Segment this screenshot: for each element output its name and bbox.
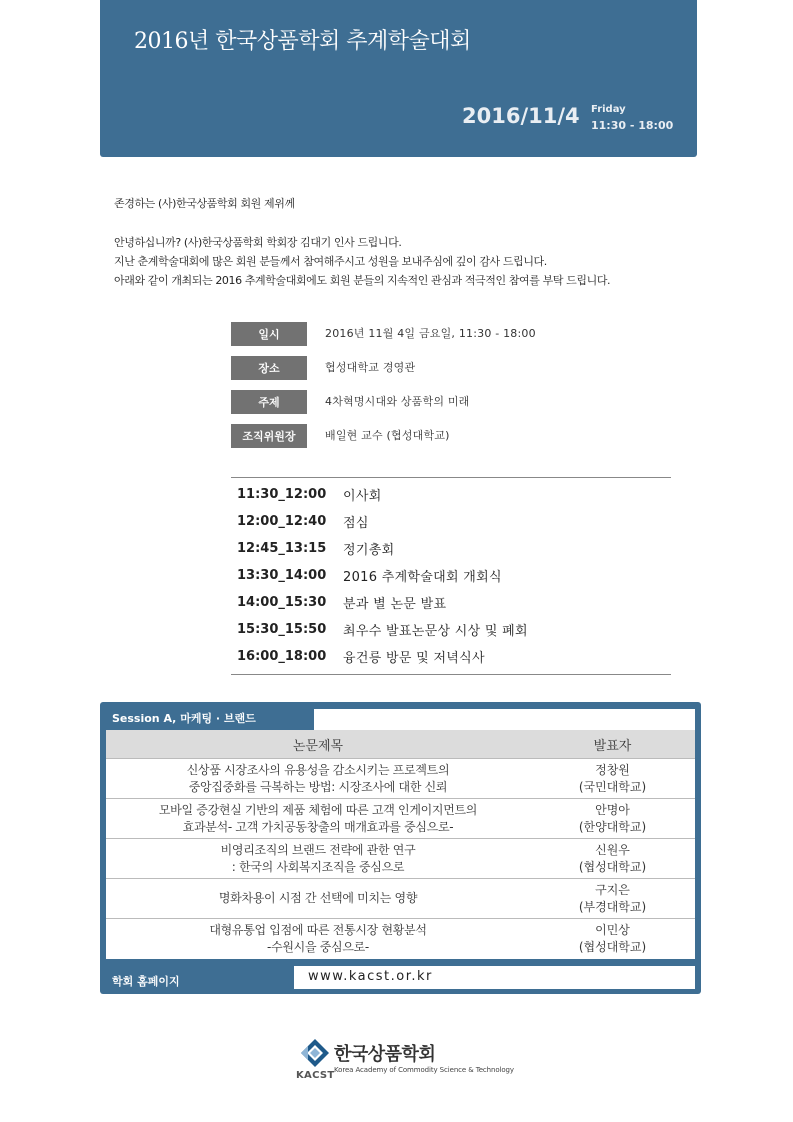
schedule-item: 2016 추계학술대회 개회식 <box>343 570 502 585</box>
info-label: 조직위원장 <box>231 424 307 448</box>
schedule-table <box>231 477 671 675</box>
info-row-datetime <box>231 322 671 356</box>
paper-row <box>106 798 695 838</box>
event-day: Friday <box>591 104 626 115</box>
schedule-item: 정기총회 <box>343 543 395 558</box>
paper-title-line: 중앙집중화를 극복하는 방법: 시장조사에 대한 신뢰 <box>188 779 448 794</box>
paper-title-line: 대형유통업 입점에 따른 전통시장 현황분석 <box>209 922 427 937</box>
paper-presenter <box>530 842 695 876</box>
paper-row <box>106 878 695 918</box>
schedule-row <box>231 481 671 508</box>
schedule-row <box>231 562 671 589</box>
kacst-logo-icon <box>300 1038 330 1068</box>
schedule-row <box>231 508 671 535</box>
schedule-row <box>231 589 671 616</box>
session-heading: Session A, 마케팅 · 브랜드 <box>112 712 256 725</box>
schedule-item: 최우수 발표논문상 시상 및 폐회 <box>343 624 528 639</box>
presenter-name: 안명아 <box>595 802 630 817</box>
paper-title-line: 효과분석- 고객 가치공동창출의 매개효과를 중심으로- <box>182 819 454 834</box>
presenter-name: 구지은 <box>595 882 630 897</box>
paper-row <box>106 758 695 798</box>
presenter-name: 이민상 <box>595 922 630 937</box>
logo-abbreviation: KACST <box>296 1070 335 1081</box>
info-label: 주제 <box>231 390 307 414</box>
paper-title-line: -수원시을 중심으로- <box>267 939 369 954</box>
presenter-name: 신원우 <box>595 842 630 857</box>
event-title: 2016년 한국상품학회 추계학술대회 <box>134 29 471 54</box>
paper-title <box>106 922 530 956</box>
session-box <box>100 702 701 994</box>
paper-presenter <box>530 802 695 836</box>
presenter-affiliation: (부경대학교) <box>578 899 647 914</box>
paper-title-line: 모바일 증강현실 기반의 제품 체험에 따른 고객 인게이지먼트의 <box>158 802 478 817</box>
session-heading-bar <box>314 709 695 730</box>
paper-title <box>106 842 530 876</box>
schedule-row <box>231 643 671 670</box>
logo-english-name: Korea Academy of Commodity Science & Technology <box>334 1066 514 1074</box>
schedule-item: 분과 별 논문 발표 <box>343 597 447 612</box>
paper-title-line: 명화차용이 시점 간 선택에 미치는 영향 <box>218 891 418 905</box>
event-info-table <box>231 322 671 458</box>
letter-line: 안녕하십니까? (사)한국상품학회 학회장 김대기 인사 드립니다. <box>114 236 402 249</box>
schedule-time: 13:30_14:00 <box>237 568 327 583</box>
paper-table <box>106 730 695 959</box>
event-date: 2016/11/4 <box>462 104 580 128</box>
info-value: 배일현 교수 (협성대학교) <box>325 429 450 442</box>
info-value: 2016년 11월 4일 금요일, 11:30 - 18:00 <box>325 327 536 340</box>
schedule-time: 15:30_15:50 <box>237 622 327 637</box>
paper-presenter <box>530 922 695 956</box>
info-row-chair <box>231 424 671 458</box>
paper-row <box>106 918 695 958</box>
paper-title <box>106 762 530 796</box>
schedule-time: 16:00_18:00 <box>237 649 327 664</box>
salutation: 존경하는 (사)한국상품학회 회원 제위께 <box>114 197 295 210</box>
letter-line: 아래와 같이 개최되는 2016 추계학술대회에도 회원 분들의 지속적인 관심과 적극적인 참여를 부탁 드립니다. <box>114 274 611 287</box>
presenter-name: 정창원 <box>595 762 630 777</box>
event-banner <box>100 0 697 157</box>
column-title-header: 논문제목 <box>292 738 344 754</box>
info-value: 협성대학교 경영관 <box>325 361 416 374</box>
logo-name: 한국상품학회 <box>334 1044 436 1065</box>
paper-presenter <box>530 882 695 916</box>
event-time: 11:30 - 18:00 <box>591 119 674 132</box>
greeting-letter <box>114 194 714 290</box>
info-row-theme <box>231 390 671 424</box>
homepage-label: 학회 홈페이지 <box>112 975 180 988</box>
schedule-time: 12:45_13:15 <box>237 541 327 556</box>
schedule-time: 14:00_15:30 <box>237 595 327 610</box>
presenter-affiliation: (협성대학교) <box>578 939 647 954</box>
presenter-affiliation: (국민대학교) <box>578 779 647 794</box>
paper-row <box>106 838 695 878</box>
paper-title-line: : 한국의 사회복지조직을 중심으로 <box>231 859 405 874</box>
kacst-logo <box>296 1036 526 1086</box>
paper-table-header <box>106 730 695 758</box>
schedule-time: 12:00_12:40 <box>237 514 327 529</box>
paper-title <box>106 802 530 836</box>
info-value: 4차혁명시대와 상품학의 미래 <box>325 395 470 408</box>
letter-line: 지난 춘계학술대회에 많은 회원 분들께서 참여해주시고 성원을 보내주심에 깊이 감사 드립니다. <box>114 255 547 268</box>
info-label: 장소 <box>231 356 307 380</box>
info-row-venue <box>231 356 671 390</box>
paper-title-line: 비영리조직의 브랜드 전략에 관한 연구 <box>220 842 416 857</box>
info-label: 일시 <box>231 322 307 346</box>
presenter-affiliation: (한양대학교) <box>578 819 647 834</box>
schedule-row <box>231 535 671 562</box>
presenter-affiliation: (협성대학교) <box>578 859 647 874</box>
paper-presenter <box>530 762 695 796</box>
schedule-item: 이사회 <box>343 489 382 504</box>
schedule-time: 11:30_12:00 <box>237 487 327 502</box>
schedule-row <box>231 616 671 643</box>
schedule-item: 융건릉 방문 및 저녁식사 <box>343 651 485 666</box>
schedule-item: 점심 <box>343 516 369 531</box>
paper-title-line: 신상품 시장조사의 유용성을 감소시키는 프로젝트의 <box>186 762 450 777</box>
paper-title <box>106 890 530 907</box>
column-presenter-header: 발표자 <box>593 738 632 754</box>
homepage-link[interactable]: www.kacst.or.kr <box>294 966 695 989</box>
